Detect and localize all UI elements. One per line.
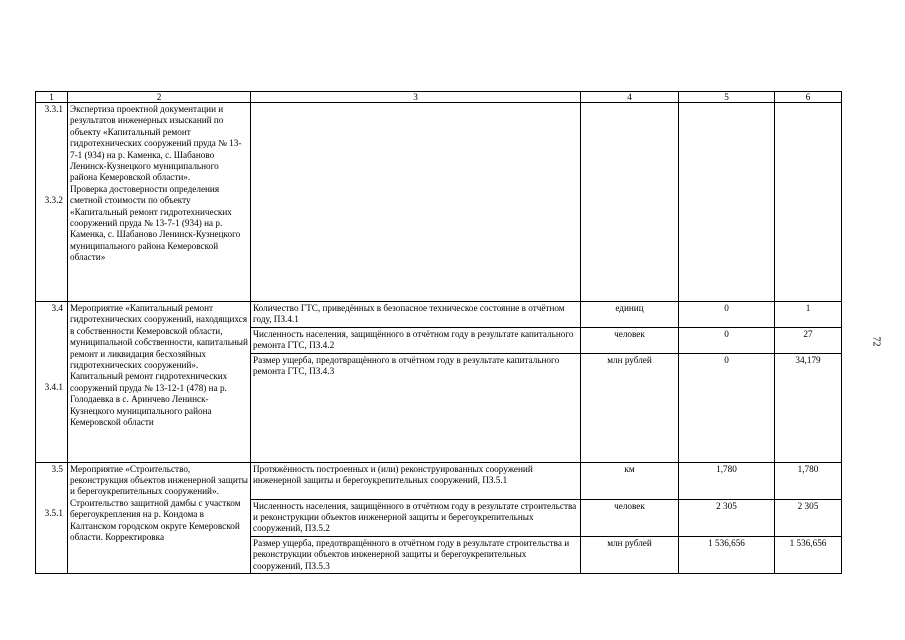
fact-value: 27 xyxy=(775,327,842,353)
plan-value: 0 xyxy=(679,327,775,353)
item-name-cell xyxy=(68,103,251,302)
fact-value: 1,780 xyxy=(775,462,842,499)
column-number: 1 xyxy=(36,92,68,103)
indicator-text: Численность населения, защищённого в отчётном году в результате капитального ремонта ГТС, ПЗ.4.2 xyxy=(251,327,581,353)
unit-text: млн рублей xyxy=(581,536,679,573)
column-number: 6 xyxy=(775,92,842,103)
indicator-cell xyxy=(251,103,581,302)
plan-value: 0 xyxy=(679,353,775,462)
item-number-cell xyxy=(36,103,68,302)
item-number: 3.4.1 xyxy=(44,382,63,393)
item-number-cell xyxy=(36,462,68,573)
item-number: 3.3.1 xyxy=(44,104,63,114)
unit-text: человек xyxy=(581,499,679,536)
plan-value: 0 xyxy=(679,302,775,328)
item-number: 3.4 xyxy=(51,303,63,313)
item-name: Экспертиза проектной документации и результатов инженерных изысканий по объекту «Капитальный ремонт гидротехнических сооружений пруда № 13-7-1 (934) на р. Каменка, с. Шабаново Ленинск-Кузнецкого муниципального района Кемеровской области». xyxy=(70,104,242,183)
unit-text: единиц xyxy=(581,302,679,328)
plan-value: 1,780 xyxy=(679,462,775,499)
unit-cell xyxy=(581,103,679,302)
item-name: Капитальный ремонт гидротехнических сооружений пруда № 13-12-1 (478) на р. Голодаевка в с. Аринчево Ленинск-Кузнецкого муниципального района Кемеровской области xyxy=(70,371,228,428)
value-cell xyxy=(775,103,842,302)
table-row xyxy=(36,462,842,499)
item-name: Мероприятие «Строительство, реконструкция объектов инженерной защиты и берегоукрепительных сооружений». xyxy=(70,463,248,497)
indicator-text: Количество ГТС, приведённых в безопасное техническое состояние в отчётном году, ПЗ.4.1 xyxy=(251,302,581,328)
indicator-text: Размер ущерба, предотвращённого в отчётном году в результате капитального ремонта ГТС, ПЗ.4.3 xyxy=(251,353,581,462)
item-number: 3.3.2 xyxy=(44,195,63,206)
item-name-cell xyxy=(68,302,251,463)
indicator-text: Размер ущерба, предотвращённого в отчётном году в результате строительства и реконструкции объектов инженерной защиты и берегоукрепительных сооружений, ПЗ.5.3 xyxy=(251,536,581,573)
item-number-cell xyxy=(36,302,68,463)
table-row xyxy=(36,103,842,302)
column-number: 2 xyxy=(68,92,251,103)
item-name: Мероприятие «Капитальный ремонт гидротехнических сооружений, находящихся в собственности Кемеровской области, муниципальной собственности, капитальный ремонт и ликвидация бесхозяйных гидротехнических сооружений». xyxy=(70,303,248,371)
table-row xyxy=(36,302,842,328)
column-number-row xyxy=(36,92,842,103)
column-number: 3 xyxy=(251,92,581,103)
fact-value: 1 xyxy=(775,302,842,328)
unit-text: км xyxy=(581,462,679,499)
column-number: 4 xyxy=(581,92,679,103)
fact-value: 1 536,656 xyxy=(775,536,842,573)
item-name-cell xyxy=(68,462,251,573)
page-number: 72 xyxy=(870,336,882,347)
indicator-text: Протяжённость построенных и (или) реконструированных сооружений инженерной защиты и берегоукрепительных сооружений, ПЗ.5.1 xyxy=(251,462,581,499)
unit-text: млн рублей xyxy=(581,353,679,462)
plan-value: 2 305 xyxy=(679,499,775,536)
item-number: 3.5.1 xyxy=(44,508,63,519)
fact-value: 2 305 xyxy=(775,499,842,536)
value-cell xyxy=(679,103,775,302)
program-table xyxy=(35,91,842,574)
plan-value: 1 536,656 xyxy=(679,536,775,573)
indicator-text: Численность населения, защищённого в отчётном году в результате строительства и реконструкции объектов инженерной защиты и берегоукрепительных сооружений, ПЗ.5.2 xyxy=(251,499,581,536)
item-name: Проверка достоверности определения сметной стоимости по объекту «Капитальный ремонт гидротехнических сооружений пруда № 13-7-1 (934) на р. Каменка, с. Шабаново Ленинск-Кузнецкого муниципального района Кемеровской области» xyxy=(70,183,241,263)
fact-value: 34,179 xyxy=(775,353,842,462)
item-number: 3.5 xyxy=(51,463,63,474)
column-number: 5 xyxy=(679,92,775,103)
item-name: Строительство защитной дамбы с участком берегоукрепления на р. Кондома в Калтанском городском округе Кемеровской области. Корректировка xyxy=(70,497,241,543)
unit-text: человек xyxy=(581,327,679,353)
